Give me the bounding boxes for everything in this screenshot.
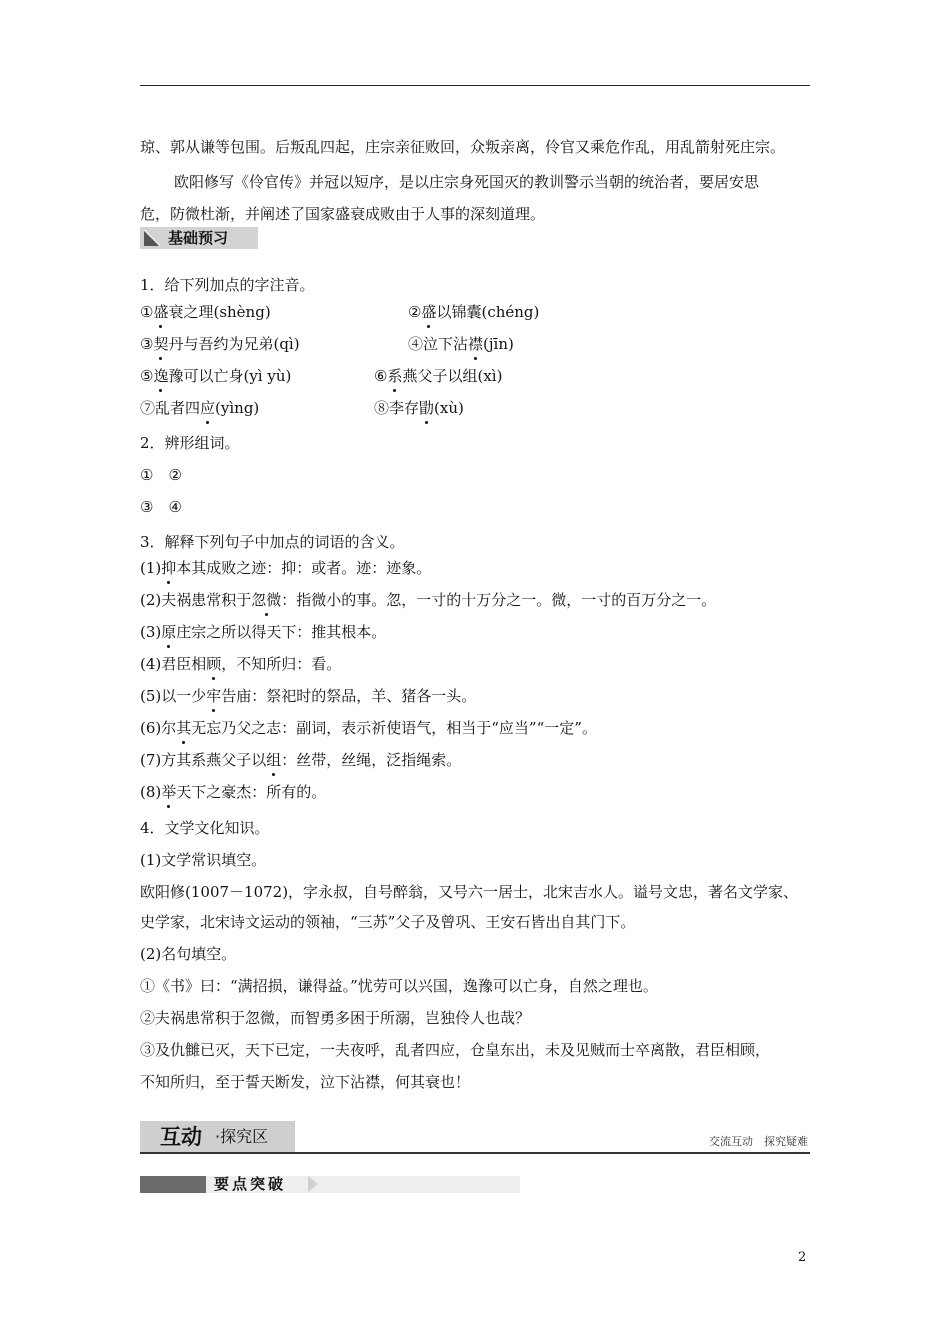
interactive-section-banner — [140, 1121, 295, 1153]
intro-line-2: 欧阳修写《伶官传》并冠以短序，是以庄宗身死国灭的教训警示当朝的统治者，要居安思 — [174, 173, 760, 191]
q3-item: (2)夫祸患常积于忽微：指微小的事。忽，一寸的十万分之一。微，一寸的百万分之一。 — [140, 591, 717, 609]
q2-row: ① ② — [140, 466, 182, 484]
q1-item: ④泣下沾襟(jīn) — [408, 335, 514, 353]
banner-subtitle: ·探究区 — [215, 1127, 269, 1146]
q3-item: (1)抑本其成败之迹：抑：或者。迹：迹象。 — [140, 559, 432, 577]
quote-line: ②夫祸患常积于忽微，而智勇多困于所溺，岂独伶人也哉？ — [140, 1009, 531, 1027]
q1-item: ⑦乱者四应(yìng) — [140, 399, 260, 417]
banner-rule — [140, 1152, 810, 1154]
q1-item: ②盛以锦囊(chéng) — [408, 303, 540, 321]
banner-tagline: 交流互动 探究疑难 — [709, 1135, 808, 1148]
key-points-marker — [140, 1176, 206, 1193]
q3-heading: 3．解释下列句子中加点的词语的含义。 — [140, 533, 405, 551]
q1-item: ③契丹与吾约为兄弟(qì) — [140, 335, 300, 353]
page-number: 2 — [798, 1250, 807, 1265]
q4-sub: (1)文学常识填空。 — [140, 851, 267, 869]
key-points-bar — [140, 1176, 520, 1193]
q3-item: (3)原庄宗之所以得天下：推其根本。 — [140, 623, 387, 641]
quote-line: 不知所归，至于誓天断发，泣下沾襟，何其衰也！ — [140, 1073, 471, 1091]
q2-row: ③ ④ — [140, 498, 182, 516]
q1-item: ⑥系燕父子以组(xì) — [374, 367, 503, 385]
quote-line: ①《书》曰：“满招损，谦得益。”忧劳可以兴国，逸豫可以亡身，自然之理也。 — [140, 977, 658, 995]
section-header-basic — [140, 227, 258, 249]
arrow-right-icon — [308, 1176, 318, 1192]
q1-item: ⑤逸豫可以亡身(yì yù) — [140, 367, 292, 385]
intro-line-3: 危，防微杜渐，并阐述了国家盛衰成败由于人事的深刻道理。 — [140, 205, 546, 223]
corner-triangle-icon — [144, 230, 160, 246]
key-points-title: 要点突破 — [214, 1175, 287, 1193]
header-rule — [140, 85, 810, 86]
q2-heading: 2．辨形组词。 — [140, 434, 240, 452]
intro-line-1: 琼、郭从谦等包围。后叛乱四起，庄宗亲征败回，众叛亲离，伶官又乘危作乱，用乱箭射死庄宗。 — [140, 138, 786, 156]
q3-item: (7)方其系燕父子以组：丝带，丝绳，泛指绳索。 — [140, 751, 462, 769]
q4-bio-line: 欧阳修(1007－1072)，字永叔，自号醉翁，又号六一居士，北宋吉水人。谥号文忠，著名文学家、 — [140, 883, 799, 901]
q4-heading: 4．文学文化知识。 — [140, 819, 270, 837]
q3-item: (5)以一少牢告庙：祭祀时的祭品，羊、猪各一头。 — [140, 687, 477, 705]
section-title: 基础预习 — [168, 229, 229, 247]
q1-item: ⑧李存勖(xù) — [374, 399, 464, 417]
q4-sub: (2)名句填空。 — [140, 945, 237, 963]
q1-item: ①盛衰之理(shèng) — [140, 303, 271, 321]
q3-item: (8)举天下之豪杰：所有的。 — [140, 783, 327, 801]
banner-title: 互动 — [160, 1125, 202, 1149]
q3-item: (6)尔其无忘乃父之志：副词，表示祈使语气，相当于“应当”“一定”。 — [140, 719, 597, 737]
q3-item: (4)君臣相顾，不知所归：看。 — [140, 655, 342, 673]
quote-line: ③及仇雠已灭，天下已定，一夫夜呼，乱者四应，仓皇东出，未及见贼而士卒离散，君臣相顾， — [140, 1041, 771, 1059]
q1-heading: 1．给下列加点的字注音。 — [140, 276, 315, 294]
q4-bio-line: 史学家，北宋诗文运动的领袖，“三苏”父子及曾巩、王安石皆出自其门下。 — [140, 913, 636, 931]
